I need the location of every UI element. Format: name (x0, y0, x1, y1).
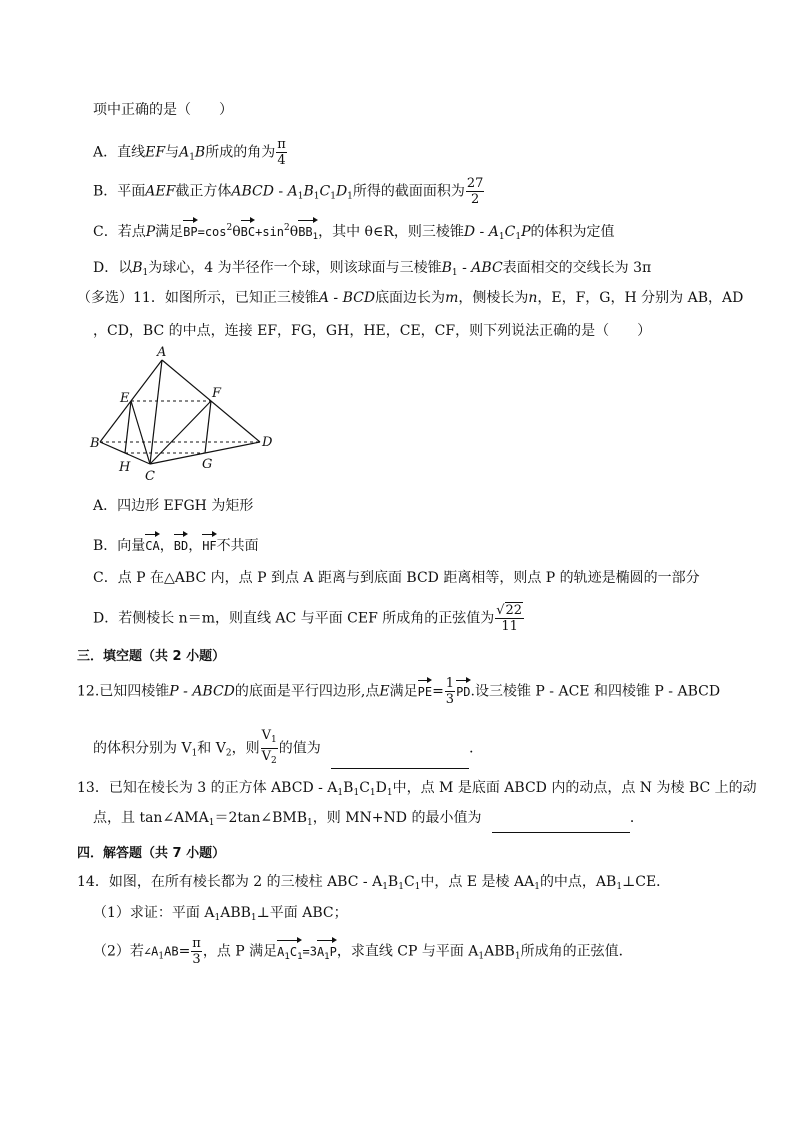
vector-bb1: $BB_1$ (298, 217, 318, 247)
label-g: G (202, 457, 213, 472)
vector-a1c1: $A_1C_1$ (277, 937, 302, 967)
fraction-v1-over-v2: $\frac{V_1}{V_2}$ (261, 728, 277, 766)
vector-hf: HF (202, 531, 216, 556)
q14-part-2: （2）若$\angle A_1AB=$ $\frac{\pi}{3}$ ，点 P 满足$A_1C_1=3A_1P$，求直线 CP 与平面 $A_1ABB_1$所成角的正弦值． (93, 936, 633, 967)
q11-option-d: D．若侧棱长 n＝m，则直线 AC 与平面 CEF 所成角的正弦值为 $\frac{√22}{11}$ (93, 603, 523, 634)
segment-fc (150, 401, 211, 464)
vector-pd: PD (456, 677, 470, 702)
vector-bc: BC (241, 217, 255, 242)
fraction-1-over-3: $\frac{1}{3}$ (445, 676, 455, 707)
q11-stem-line1: （多选）11．如图所示，已知正三棱锥A - BCD底面边长为m，侧棱长为n，E，F，G，H 分别为 AB，AD (77, 290, 744, 306)
fraction-pi-over-3: $\frac{\pi}{3}$ (192, 936, 201, 967)
q11-stem-line2: ，CD，BC 的中点，连接 EF，FG，GH，HE，CE，CF，则下列说法正确的是（ ） (93, 323, 652, 339)
q11-option-a: A．四边形 EFGH 为矩形 (93, 498, 254, 514)
q10-option-d: D．以$B_1$为球心，4 为半径作一个球，则该球面与三棱锥$B_1$ - ABC表面相交的交线长为 3π (93, 260, 652, 278)
q10-option-a: A．直线EF与$A_1B$所成的角为 $\frac{\pi}{4}$ (93, 137, 286, 168)
vector-pe: PE (418, 677, 432, 702)
label-b: B (90, 436, 100, 451)
tetrahedron-figure (90, 342, 280, 484)
label-d: D (262, 435, 273, 450)
q10-stem-tail: 项中正确的是（ ） (93, 102, 233, 118)
label-h: H (119, 460, 131, 475)
q10-option-c: C．若点P满足$BP=\cos^2\theta BC+\sin^2\theta BB_1$，其中 θ∈R，则三棱锥D - $A_1C_1P$的体积为定值 (93, 217, 614, 247)
q12-stem-line2: 的体积分别为 $V_1$和 $V_2$，则 $\frac{V_1}{V_2}$ 的值为 ． (93, 728, 483, 769)
label-c: C (145, 469, 155, 484)
label-a: A (157, 345, 167, 360)
q10-option-b: B．平面AEF截正方体ABCD - $A_1B_1C_1D_1$所得的截面面积为 $\frac{27}{2}$ (93, 176, 484, 207)
vector-ca: CA (145, 531, 159, 556)
label-f: F (212, 386, 222, 401)
vector-a1p: $A_1P$ (317, 937, 337, 967)
q11-option-c: C．点 P 在△ABC 内，点 P 到点 A 距离与到底面 BCD 距离相等，则点 P 的轨迹是椭圆的一部分 (93, 570, 700, 586)
vector-bp: BP (183, 217, 197, 242)
q13-answer-blank[interactable] (492, 818, 630, 833)
vector-bd: BD (174, 531, 188, 556)
q12-answer-blank[interactable] (331, 754, 469, 769)
q13-stem-line2: 点，且 $\tan\angle AMA_1=2\tan\angle BMB_1$，则 MN+ND 的最小值为 ． (93, 808, 644, 833)
section-solve-heading: 四．解答题（共 7 小题） (77, 846, 226, 861)
fraction-sqrt22-over-11: $\frac{√22}{11}$ (496, 603, 523, 634)
q13-stem-line1: 13．已知在棱长为 3 的正方体 ABCD - $A_1B_1C_1D_1$中，点 M 是底面 ABCD 内的动点，点 N 为棱 BC 上的动 (77, 780, 757, 798)
segment-eh (125, 401, 131, 453)
section-fill-in-heading: 三．填空题（共 2 小题） (77, 649, 226, 664)
q14-stem: 14．如图，在所有棱长都为 2 的三棱柱 ABC - $A_1B_1C_1$中，点 E 是棱 $AA_1$的中点，$AB_1\perp CE$． (77, 874, 671, 892)
segment-ec (131, 401, 150, 464)
q14-part-1: （1）求证：平面 $A_1ABB_1\perp$平面 ABC； (93, 905, 348, 923)
segment-fg (205, 401, 211, 453)
edge-ac (150, 360, 162, 464)
fraction-pi-over-4: $\frac{\pi}{4}$ (277, 137, 286, 168)
q12-stem-line1: 12.已知四棱锥P - ABCD的底面是平行四边形,点E满足PE= $\frac{1}{3}$ PD.设三棱锥 P - ACE 和四棱锥 P - ABCD (77, 676, 721, 707)
label-e: E (120, 391, 130, 406)
q11-option-b: B．向量CA，BD，HF不共面 (93, 531, 259, 556)
fraction-27-over-2: $\frac{27}{2}$ (466, 176, 484, 207)
